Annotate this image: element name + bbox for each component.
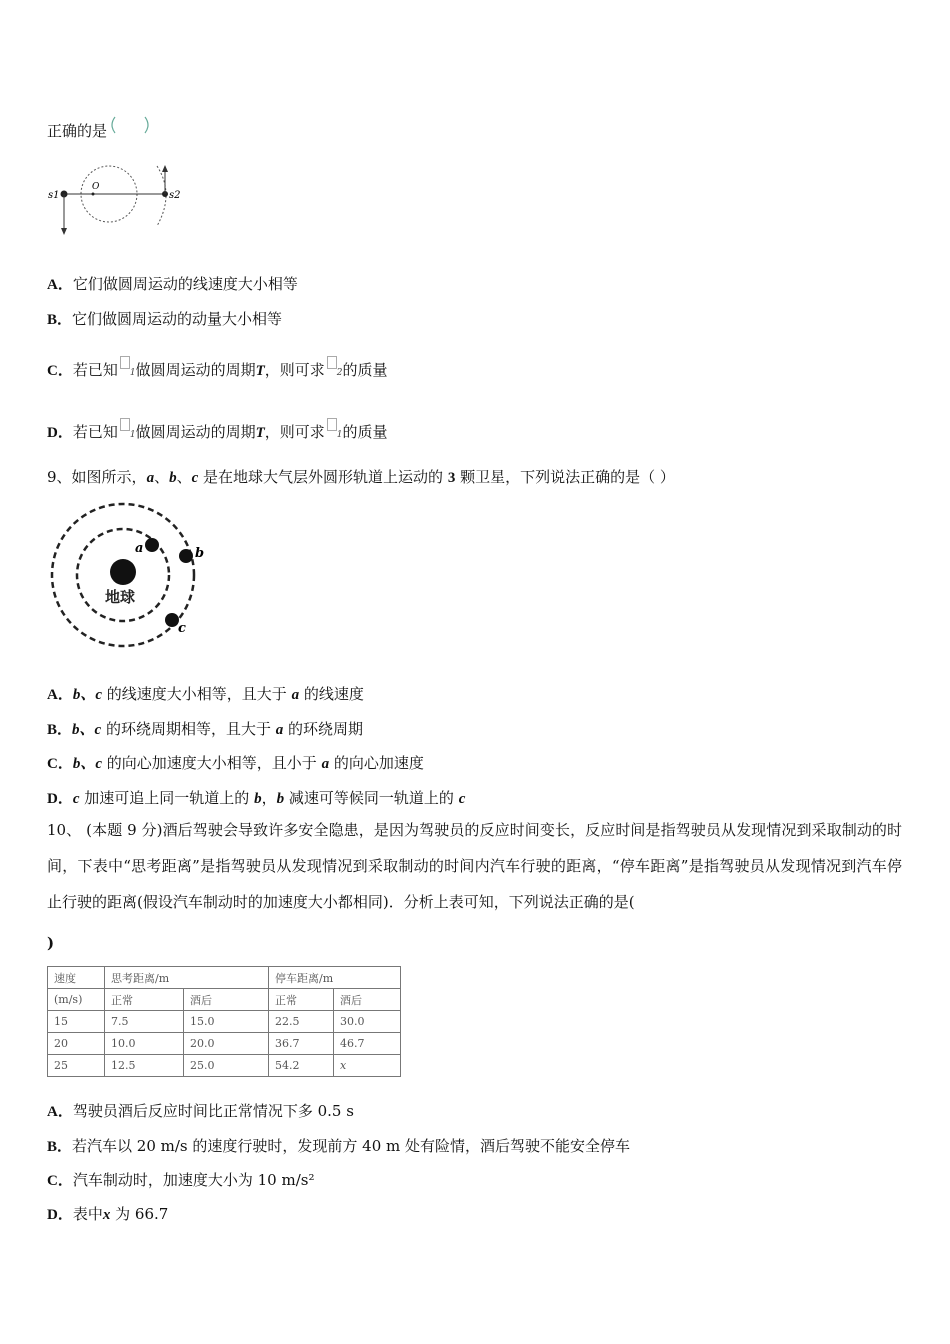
earth — [110, 559, 136, 585]
option-label: C． — [47, 756, 73, 772]
count: 3 — [447, 470, 456, 486]
q10-stem — [47, 812, 902, 920]
option-text: 的质量 — [342, 361, 388, 379]
q9-option-b[interactable] — [47, 719, 363, 740]
satellite-c — [165, 613, 179, 627]
reaction-distance-table — [47, 966, 401, 1077]
cell: 36.7 — [269, 1033, 334, 1055]
option-label: C． — [47, 1173, 73, 1189]
table-row — [48, 1033, 401, 1055]
var-t: T — [255, 363, 265, 379]
question-number: 9、 — [47, 468, 72, 486]
option-text: 做圆周运动的周期 — [135, 423, 256, 441]
q10-option-b[interactable] — [47, 1136, 630, 1157]
option-label: D． — [47, 1207, 73, 1223]
option-vars: b、c — [72, 756, 103, 772]
q9-option-a[interactable] — [47, 684, 364, 705]
cell: 15 — [48, 1011, 105, 1033]
orbit-figure — [45, 500, 215, 655]
table-row — [48, 1011, 401, 1033]
cell: 7.5 — [105, 1011, 184, 1033]
option-var: a — [321, 756, 330, 772]
missing-image-icon — [120, 356, 130, 369]
earth-label: 地球 — [105, 588, 136, 606]
subheader: 酒后 — [184, 989, 269, 1011]
q10-option-a[interactable] — [47, 1101, 354, 1122]
intro-line — [47, 116, 153, 141]
option-label: D． — [47, 425, 73, 441]
option-text: 的向心加速度大小相等，且小于 — [106, 754, 317, 772]
cell: 54.2 — [269, 1055, 334, 1077]
header-think: 思考距离/m — [105, 967, 269, 989]
var-a: a — [146, 470, 155, 486]
question-number: 10、 — [47, 821, 82, 839]
option-var: c — [458, 791, 466, 807]
option-vars: b、c — [72, 722, 102, 738]
cell: 12.5 — [105, 1055, 184, 1077]
option-label: B． — [47, 312, 73, 328]
option-text: 的质量 — [342, 423, 388, 441]
q9-stem: 9、如图所示，a、b、c 是在地球大气层外圆形轨道上运动的 3 颗卫星，下列说法正确的是（ ） — [47, 468, 675, 486]
option-text: 做圆周运动的周期 — [135, 361, 256, 379]
option-text: 的环绕周期相等，且大于 — [105, 720, 271, 738]
label-b: b — [195, 546, 205, 561]
option-text: 为 66.7 — [115, 1205, 169, 1223]
option-label: C． — [47, 363, 73, 379]
option-text: 加速可追上同一轨道上的 — [84, 789, 250, 807]
binary-star-figure — [45, 158, 185, 238]
satellite-b — [179, 549, 193, 563]
var-c: c — [191, 470, 199, 486]
cell: 25 — [48, 1055, 105, 1077]
option-text: ，则可求 — [264, 361, 325, 379]
stem-end: ) — [47, 934, 55, 952]
option-label: B． — [47, 1139, 73, 1155]
option-label: A． — [47, 1104, 73, 1120]
label-s1: s1 — [48, 190, 60, 201]
label-c: c — [178, 621, 186, 636]
stem-text: 颗卫星，下列说法正确的是（ ） — [460, 468, 675, 486]
q10-option-c[interactable] — [47, 1170, 314, 1191]
option-text: 的线速度大小相等，且大于 — [106, 685, 287, 703]
option-var: b — [276, 791, 285, 807]
option-label: A． — [47, 277, 73, 293]
option-text: 的线速度 — [303, 685, 364, 703]
option-text: 驾驶员酒后反应时间比正常情况下多 0.5 s — [72, 1102, 354, 1120]
cell: 20.0 — [184, 1033, 269, 1055]
header-unit: (m/s) — [48, 989, 105, 1011]
option-text: 若已知 — [72, 423, 118, 441]
intro-text: 正确的是 — [47, 122, 108, 140]
q10-stem-end — [47, 933, 54, 953]
cell: 20 — [48, 1033, 105, 1055]
option-text: 减速可等候同一轨道上的 — [288, 789, 454, 807]
option-text: ，则可求 — [264, 423, 325, 441]
option-label: B． — [47, 722, 73, 738]
cell: x — [334, 1055, 401, 1077]
table-row — [48, 1055, 401, 1077]
stem-text: (本题 9 分)酒后驾驶会导致许多安全隐患，是因为驾驶员的反应时间变长，反应时间是指驾驶员从发现情况到采取制动的时间，下表中“思考距离”是指驾驶员从发现情况到采取制动的时间内汽车行驶的距离，“停车距离”是指驾驶员从发现情况到汽车停止行驶的距离(假设汽车制动时的加速度大小都相同)．分析上表可知，下列说法正确的是( — [47, 821, 902, 911]
answer-paren — [107, 116, 153, 134]
option-var: a — [275, 722, 284, 738]
cell: 46.7 — [334, 1033, 401, 1055]
var-t: T — [255, 425, 265, 441]
var-b: b — [169, 470, 177, 486]
option-text: 它们做圆周运动的线速度大小相等 — [72, 275, 298, 293]
missing-image-icon — [327, 356, 337, 369]
label-s2: s2 — [169, 190, 181, 201]
option-text: 汽车制动时，加速度大小为 10 m/s² — [72, 1171, 315, 1189]
label-o: O — [92, 182, 100, 192]
option-label: A． — [47, 687, 73, 703]
q8-option-b[interactable] — [47, 309, 282, 330]
option-vars: b、c — [72, 687, 103, 703]
q8-option-d[interactable]: D．若已知 1做圆周运动的周期T，则可求 1的质量 — [47, 418, 388, 445]
cell: 15.0 — [184, 1011, 269, 1033]
option-var: x — [102, 1207, 111, 1223]
missing-image-icon — [327, 418, 337, 431]
option-text: 若汽车以 20 m/s 的速度行驶时，发现前方 40 m 处有险情，酒后驾驶不能安全停车 — [72, 1137, 630, 1155]
subheader: 酒后 — [334, 989, 401, 1011]
missing-image-icon — [120, 418, 130, 431]
cell: 10.0 — [105, 1033, 184, 1055]
q10-option-d[interactable] — [47, 1204, 168, 1225]
option-text: 表中 — [72, 1205, 103, 1223]
header-stop: 停车距离/m — [269, 967, 401, 989]
option-text: 它们做圆周运动的动量大小相等 — [72, 310, 283, 328]
option-text: 的向心加速度 — [333, 754, 424, 772]
q9-option-d[interactable]: D．c 加速可追上同一轨道上的 b，b 减速可等候同一轨道上的 c — [47, 789, 466, 807]
stem-text: 是在地球大气层外圆形轨道上运动的 — [203, 468, 444, 486]
stem-text: 如图所示， — [71, 468, 147, 486]
header-speed: 速度 — [48, 967, 105, 989]
option-vars: c — [72, 791, 80, 807]
option-text: 的环绕周期 — [288, 720, 364, 738]
option-label: D． — [47, 791, 73, 807]
subheader: 正常 — [269, 989, 334, 1011]
label-a: a — [135, 541, 144, 556]
q8-option-c[interactable]: C．若已知 1做圆周运动的周期T，则可求 2的质量 — [47, 356, 388, 383]
cell: 22.5 — [269, 1011, 334, 1033]
cell: 25.0 — [184, 1055, 269, 1077]
satellite-a — [145, 538, 159, 552]
q9-option-c[interactable] — [47, 753, 424, 774]
cell: 30.0 — [334, 1011, 401, 1033]
option-var: a — [291, 687, 300, 703]
q8-option-a[interactable] — [47, 274, 298, 295]
option-text: 若已知 — [72, 361, 118, 379]
subheader: 正常 — [105, 989, 184, 1011]
option-var: b — [254, 791, 262, 807]
